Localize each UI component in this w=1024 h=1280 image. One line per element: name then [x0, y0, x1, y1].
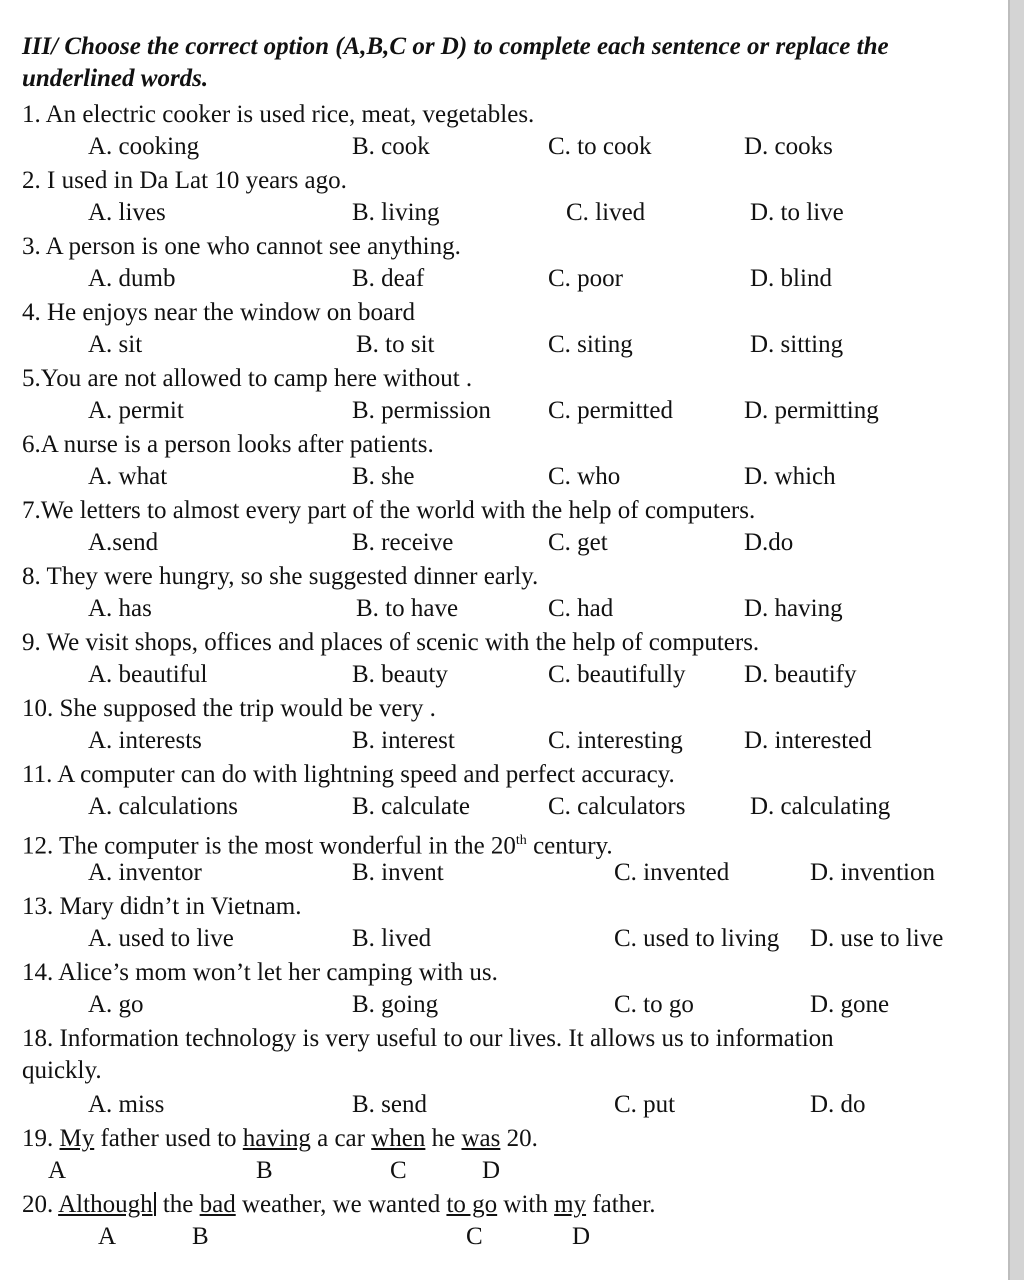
question-text: in Da Lat 10 years ago.: [113, 167, 347, 194]
option-d[interactable]: D. having: [744, 595, 843, 622]
option-b[interactable]: B. to sit: [356, 331, 435, 358]
question-text: 11. A computer can do: [22, 761, 253, 788]
question-text: looks after patients.: [237, 431, 434, 458]
question-text: 12. The computer is the most wonderful: [22, 832, 429, 860]
option-b[interactable]: B. deaf: [352, 265, 425, 292]
q19-underlined-a: My: [59, 1125, 95, 1152]
question-text: information: [715, 1025, 834, 1052]
question-10: [22, 694, 436, 724]
option-c[interactable]: C. invented: [614, 859, 730, 886]
option-d[interactable]: D. do: [810, 1091, 866, 1118]
question-2: [22, 166, 347, 196]
question-text: camping with us.: [326, 959, 498, 986]
q20-underlined-a: Although: [58, 1191, 153, 1218]
option-a[interactable]: A. dumb: [88, 265, 176, 292]
option-a[interactable]: A. has: [88, 595, 152, 622]
question-8: [22, 562, 538, 592]
option-b[interactable]: B. she: [352, 463, 415, 490]
question-text: 9. We visit shops, offices and places of scenic: [22, 629, 485, 656]
question-text: dinner early.: [413, 563, 539, 590]
superscript: th: [515, 833, 527, 848]
question-text: with lightning speed and perfect accuracy.: [252, 761, 675, 788]
option-a[interactable]: A. beautiful: [88, 661, 208, 688]
question-text: with the help of computers.: [484, 629, 760, 656]
text-cursor-mark: [154, 1192, 156, 1216]
option-a[interactable]: A. permit: [88, 397, 184, 424]
q20-number: 20.: [22, 1191, 59, 1218]
question-text: 10. She supposed the trip would be very: [22, 695, 430, 722]
question-text: in Vietnam.: [185, 893, 302, 920]
question-7: [22, 496, 755, 526]
option-d[interactable]: D. blind: [750, 265, 832, 292]
option-c[interactable]: C. poor: [548, 265, 623, 292]
option-c[interactable]: C. siting: [548, 331, 633, 358]
q20-label-a: A: [98, 1223, 117, 1250]
option-d[interactable]: D. gone: [810, 991, 890, 1018]
q19-text: he: [425, 1125, 462, 1152]
option-c[interactable]: C. interesting: [548, 727, 683, 754]
question-text: .: [429, 695, 436, 722]
question-6: [22, 430, 434, 460]
option-d[interactable]: D. interested: [744, 727, 872, 754]
option-b[interactable]: B. permission: [352, 397, 491, 424]
question-1: [22, 100, 534, 130]
q20-label-c: C: [466, 1223, 483, 1250]
q19-label-c: C: [390, 1157, 407, 1184]
page-edge: [1010, 0, 1024, 1280]
option-c[interactable]: C. lived: [566, 199, 646, 226]
q20-underlined-c: to go: [446, 1191, 498, 1218]
question-20: [22, 1190, 655, 1220]
question-3: [22, 232, 461, 262]
q19-label-a: A: [48, 1157, 67, 1184]
option-c[interactable]: C. permitted: [548, 397, 673, 424]
option-b[interactable]: B. cook: [352, 133, 430, 160]
option-c[interactable]: C. calculators: [548, 793, 686, 820]
option-a[interactable]: A. miss: [88, 1091, 165, 1118]
q19-label-b: B: [256, 1157, 273, 1184]
option-c[interactable]: C. had: [548, 595, 614, 622]
option-a[interactable]: A. cooking: [88, 133, 200, 160]
question-5: [22, 364, 472, 394]
option-d[interactable]: D. cooks: [744, 133, 833, 160]
option-b[interactable]: B. send: [352, 1091, 427, 1118]
option-d[interactable]: D. sitting: [750, 331, 844, 358]
q20-underlined-b: bad: [199, 1191, 236, 1218]
question-9: [22, 628, 759, 658]
option-d[interactable]: D. to live: [750, 199, 844, 226]
option-c[interactable]: C. get: [548, 529, 608, 556]
q20-text: weather, we wanted: [235, 1191, 447, 1218]
q20-text: with: [497, 1191, 555, 1218]
question-14: [22, 958, 498, 988]
q20-label-d: D: [572, 1223, 591, 1250]
question-text: in the 20: [428, 832, 516, 860]
option-a[interactable]: A. what: [88, 463, 168, 490]
question-text: 6.A nurse is a person: [22, 431, 238, 458]
option-b[interactable]: B. invent: [352, 859, 444, 886]
question-text: rice, meat, vegetables.: [311, 101, 535, 128]
option-c[interactable]: C. beautifully: [548, 661, 686, 688]
question-text: 13. Mary didn’t: [22, 893, 186, 920]
option-a[interactable]: A. sit: [88, 331, 143, 358]
question-text: person is one who cannot see anything.: [68, 233, 461, 260]
option-d[interactable]: D. use to live: [810, 925, 944, 952]
question-text: near the window on board: [153, 299, 415, 326]
question-continuation: quickly.: [22, 1057, 102, 1084]
question-text: 5.You are not allowed to camp here without: [22, 365, 466, 392]
question-15: [22, 1024, 834, 1054]
question-text: 7.We: [22, 497, 80, 524]
q19-underlined-c: when: [371, 1125, 426, 1152]
option-b[interactable]: B. calculate: [352, 793, 470, 820]
question-text: 8. They were hungry, so she suggested: [22, 563, 414, 590]
option-b[interactable]: B. receive: [352, 529, 454, 556]
question-13: [22, 892, 302, 922]
option-d[interactable]: D. invention: [810, 859, 935, 886]
q20-text: father.: [586, 1191, 656, 1218]
question-text: century.: [526, 832, 613, 860]
option-a[interactable]: A.send: [88, 529, 159, 556]
q19-label-d: D: [482, 1157, 501, 1184]
option-d[interactable]: D. permitting: [744, 397, 879, 424]
option-c[interactable]: C. to go: [614, 991, 694, 1018]
q19-underlined-d: was: [461, 1125, 501, 1152]
question-12: [22, 826, 613, 861]
question-text: .: [465, 365, 473, 392]
option-d[interactable]: D.do: [744, 529, 794, 556]
question-text: 2. I used: [22, 167, 114, 194]
question-text: 18. Information technology is very useful to our lives. It allows us to: [22, 1025, 716, 1052]
option-a[interactable]: A. calculations: [88, 793, 238, 820]
question-text: letters to almost every part of the world with the help of computers.: [79, 497, 756, 524]
option-d[interactable]: D. calculating: [750, 793, 891, 820]
section-heading-cont: underlined words.: [22, 65, 209, 92]
q19-text: 20.: [500, 1125, 538, 1152]
option-a[interactable]: A. inventor: [88, 859, 202, 886]
option-c[interactable]: C. who: [548, 463, 621, 490]
q20-label-b: B: [192, 1223, 209, 1250]
option-c[interactable]: C. to cook: [548, 133, 652, 160]
question-4: [22, 298, 415, 328]
section-heading: III/ Choose the correct option (A,B,C or D) to complete each sentence or replace the: [22, 33, 889, 60]
q19-number: 19.: [22, 1125, 60, 1152]
option-b[interactable]: B. beauty: [352, 661, 448, 688]
option-a[interactable]: A. interests: [88, 727, 202, 754]
question-text: 14. Alice’s mom won’t let her: [22, 959, 327, 986]
option-c[interactable]: C. used to living: [614, 925, 780, 952]
option-d[interactable]: D. beautify: [744, 661, 857, 688]
question-text: 4. He enjoys: [22, 299, 154, 326]
option-b[interactable]: B. lived: [352, 925, 432, 952]
option-b[interactable]: B. interest: [352, 727, 455, 754]
question-text: 1. An electric cooker is used: [22, 101, 312, 128]
option-a[interactable]: A. lives: [88, 199, 166, 226]
q19-text: father used to: [94, 1125, 243, 1152]
option-b[interactable]: B. going: [352, 991, 439, 1018]
q19-underlined-b: having: [242, 1125, 311, 1152]
question-11: [22, 760, 675, 790]
option-d[interactable]: D. which: [744, 463, 836, 490]
question-text: 3. A: [22, 233, 69, 260]
option-b[interactable]: B. living: [352, 199, 440, 226]
q19-text: a car: [310, 1125, 372, 1152]
q20-underlined-d: my: [554, 1191, 587, 1218]
option-a[interactable]: A. go: [88, 991, 144, 1018]
option-a[interactable]: A. used to live: [88, 925, 234, 952]
q20-text: the: [156, 1191, 200, 1218]
question-19: [22, 1124, 538, 1154]
option-b[interactable]: B. to have: [356, 595, 459, 622]
option-c[interactable]: C. put: [614, 1091, 676, 1118]
